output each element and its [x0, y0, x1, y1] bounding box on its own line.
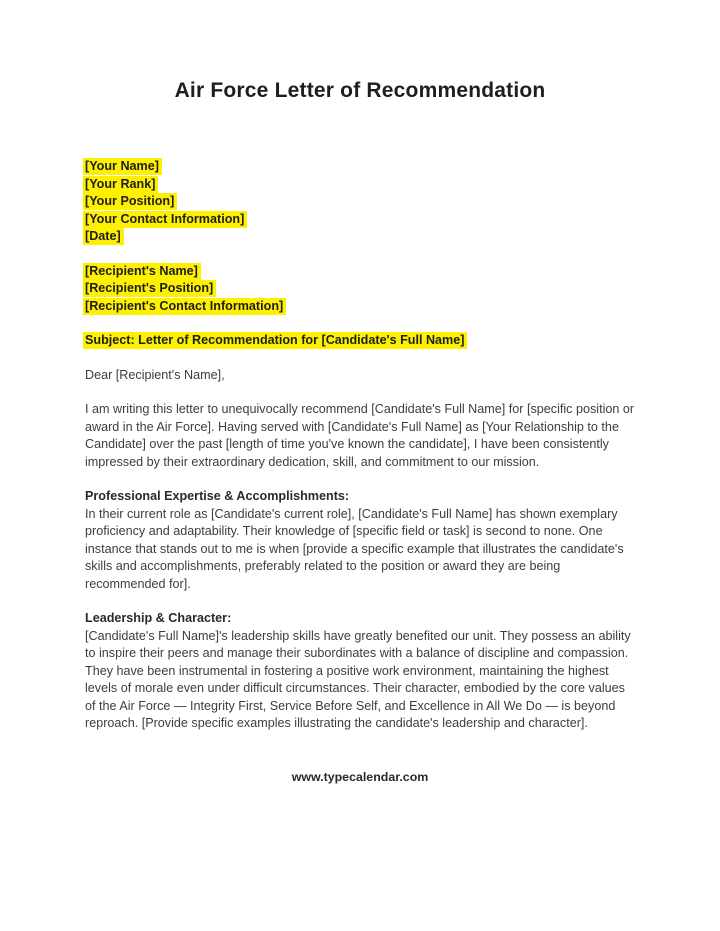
footer-website-text: www.typecalendar.com — [291, 769, 429, 784]
section-leadership-character — [85, 610, 635, 733]
section-professional-expertise — [85, 488, 635, 593]
recipient-contact-placeholder: [Recipient's Contact Information] — [85, 298, 635, 316]
recipient-name-placeholder: [Recipient's Name] — [85, 263, 635, 281]
intro-paragraph: I am writing this letter to unequivocally recommend [Candidate's Full Name] for [specific position or award in the Air Force]. Having served with [Candidate's Full Name] as [Your Relationship to the Candidate] over the past [length of time you've known the candidate], I have been consistently impressed by their extraordinary dedication, skill, and commitment to our mission. — [85, 402, 635, 469]
document-title: Air Force Letter of Recommendation — [174, 79, 546, 102]
sender-rank-placeholder: [Your Rank] — [85, 176, 635, 194]
subject-line — [85, 332, 635, 350]
sender-contact-placeholder: [Your Contact Information] — [85, 211, 635, 229]
section-heading-professional-expertise: Professional Expertise & Accomplishments: — [85, 489, 350, 503]
sender-info-block — [85, 158, 635, 246]
sender-name-placeholder: [Your Name] — [85, 158, 635, 176]
salutation: Dear [Recipient's Name], — [85, 367, 225, 382]
sender-position-placeholder: [Your Position] — [85, 193, 635, 211]
section-body-leadership-character: [Candidate's Full Name]'s leadership skills have greatly benefited our unit. They possess an ability to inspire their peers and manage their subordinates with a balance of discipline and compassion. They have been instrumental in fostering a positive work environment, maintaining the highest levels of morale even under difficult circumstances. Their character, embodied by the core values of the Air Force — Integrity First, Service Before Self, and Excellence in All We Do — is beyond reproach. [Provide specific examples illustrating the candidate's leadership and character]. — [85, 628, 631, 730]
subject-text: Subject: Letter of Recommendation for [Candidate's Full Name] — [83, 332, 467, 349]
recipient-position-placeholder: [Recipient's Position] — [85, 280, 635, 298]
section-body-professional-expertise: In their current role as [Candidate's current role], [Candidate's Full Name] has shown exemplary proficiency and adaptability. Their knowledge of [specific field or task] is second to none. One instance that stands out to me is when [provide a specific example that illustrates the candidate's skills and accomplishments, preferably related to the position or award they are being recommended for]. — [85, 506, 624, 591]
recipient-info-block — [85, 263, 635, 316]
section-heading-leadership-character: Leadership & Character: — [85, 611, 232, 625]
date-placeholder: [Date] — [85, 228, 635, 246]
